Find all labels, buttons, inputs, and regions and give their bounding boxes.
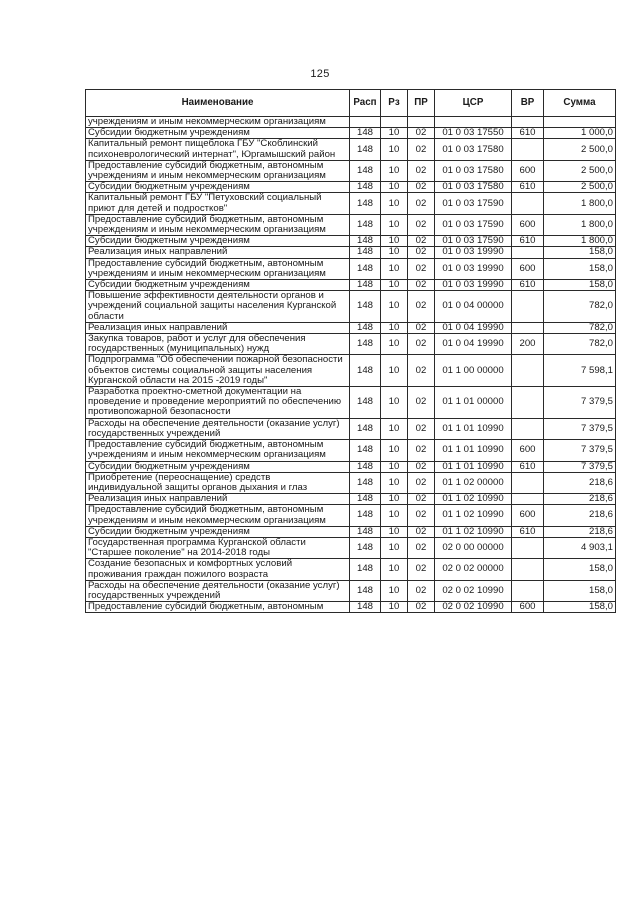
cell-vr: 600 — [512, 440, 544, 461]
cell-name: Приобретение (переоснащение) средств индивидуальной защиты органов дыхания и глаз — [86, 472, 350, 493]
cell-sum: 158,0 — [544, 580, 616, 601]
cell-vr — [512, 139, 544, 160]
cell-name: Создание безопасных и комфортных условий проживания граждан пожилого возраста — [86, 559, 350, 580]
cell-csr: 02 0 02 10990 — [435, 580, 512, 601]
cell-rasp: 148 — [350, 128, 381, 139]
cell-vr: 200 — [512, 334, 544, 355]
cell-rasp: 148 — [350, 291, 381, 323]
cell-pr: 02 — [408, 128, 435, 139]
cell-rz: 10 — [381, 580, 408, 601]
cell-sum: 782,0 — [544, 334, 616, 355]
cell-csr: 01 1 02 10990 — [435, 505, 512, 526]
cell-csr: 01 0 04 19990 — [435, 322, 512, 333]
table-row — [86, 247, 616, 258]
cell-rasp: 148 — [350, 580, 381, 601]
cell-rasp: 148 — [350, 505, 381, 526]
cell-rasp: 148 — [350, 418, 381, 439]
cell-sum: 1 800,0 — [544, 193, 616, 214]
cell-sum: 1 000,0 — [544, 128, 616, 139]
cell-rasp: 148 — [350, 182, 381, 193]
cell-csr: 01 1 02 10990 — [435, 526, 512, 537]
table-row — [86, 418, 616, 439]
cell-rz: 10 — [381, 139, 408, 160]
cell-sum: 782,0 — [544, 291, 616, 323]
cell-name: Субсидии бюджетным учреждениям — [86, 526, 350, 537]
cell-rasp: 148 — [350, 214, 381, 235]
header-csr: ЦСР — [435, 90, 512, 117]
table-row — [86, 139, 616, 160]
cell-pr: 02 — [408, 160, 435, 181]
cell-sum: 782,0 — [544, 322, 616, 333]
cell-rasp: 148 — [350, 461, 381, 472]
table-row — [86, 258, 616, 279]
cell-rz: 10 — [381, 182, 408, 193]
cell-vr — [512, 193, 544, 214]
cell-sum: 158,0 — [544, 559, 616, 580]
page-number: 125 — [310, 68, 330, 80]
cell-pr: 02 — [408, 494, 435, 505]
cell-pr: 02 — [408, 440, 435, 461]
cell-rz: 10 — [381, 387, 408, 419]
table-row — [86, 182, 616, 193]
budget-table — [85, 89, 616, 613]
cell-name: Субсидии бюджетным учреждениям — [86, 461, 350, 472]
cell-name: Предоставление субсидий бюджетным, автономным учреждениям и иным некоммерческим организациям — [86, 258, 350, 279]
cell-vr: 600 — [512, 214, 544, 235]
cell-sum: 7 379,5 — [544, 387, 616, 419]
cell-csr: 01 1 02 10990 — [435, 494, 512, 505]
cell-rz: 10 — [381, 334, 408, 355]
cell-name: Государственная программа Курганской области "Старшее поколение" на 2014-2018 годы — [86, 537, 350, 558]
cell-sum: 158,0 — [544, 602, 616, 613]
cell-rz: 10 — [381, 559, 408, 580]
cell-rasp: 148 — [350, 334, 381, 355]
table-row — [86, 117, 616, 128]
table-row — [86, 505, 616, 526]
cell-csr: 01 1 02 00000 — [435, 472, 512, 493]
cell-pr: 02 — [408, 461, 435, 472]
cell-sum: 218,6 — [544, 472, 616, 493]
cell-csr: 01 0 03 17590 — [435, 236, 512, 247]
cell-sum: 1 800,0 — [544, 214, 616, 235]
cell-rz: 10 — [381, 160, 408, 181]
cell-name: Реализация иных направлений — [86, 494, 350, 505]
cell-pr: 02 — [408, 387, 435, 419]
cell-csr: 01 0 03 17590 — [435, 214, 512, 235]
cell-name: Закупка товаров, работ и услуг для обеспечения государственных (муниципальных) нужд — [86, 334, 350, 355]
cell-rz: 10 — [381, 418, 408, 439]
cell-name: Предоставление субсидий бюджетным, автономным учреждениям и иным некоммерческим организациям — [86, 440, 350, 461]
cell-rasp: 148 — [350, 387, 381, 419]
cell-csr: 01 0 03 17550 — [435, 128, 512, 139]
cell-vr: 610 — [512, 280, 544, 291]
table-body — [86, 117, 616, 613]
cell-rz: 10 — [381, 193, 408, 214]
cell-rasp: 148 — [350, 526, 381, 537]
cell-sum: 218,6 — [544, 526, 616, 537]
table-row — [86, 559, 616, 580]
table-row — [86, 214, 616, 235]
cell-rasp: 148 — [350, 322, 381, 333]
cell-rz: 10 — [381, 537, 408, 558]
cell-sum: 2 500,0 — [544, 139, 616, 160]
cell-rasp: 148 — [350, 472, 381, 493]
cell-pr: 02 — [408, 602, 435, 613]
cell-name: учреждениям и иным некоммерческим организациям — [86, 117, 350, 128]
cell-rz: 10 — [381, 214, 408, 235]
cell-sum: 1 800,0 — [544, 236, 616, 247]
cell-sum: 218,6 — [544, 494, 616, 505]
cell-vr — [512, 418, 544, 439]
cell-name: Расходы на обеспечение деятельности (оказание услуг) государственных учреждений — [86, 418, 350, 439]
cell-pr: 02 — [408, 580, 435, 601]
cell-csr: 01 0 03 19990 — [435, 280, 512, 291]
cell-rz: 10 — [381, 280, 408, 291]
cell-sum: 218,6 — [544, 505, 616, 526]
cell-csr: 01 1 00 00000 — [435, 355, 512, 387]
cell-sum: 158,0 — [544, 280, 616, 291]
cell-vr: 600 — [512, 602, 544, 613]
cell-name: Предоставление субсидий бюджетным, автономным учреждениям и иным некоммерческим организациям — [86, 505, 350, 526]
cell-rasp: 148 — [350, 537, 381, 558]
cell-rz: 10 — [381, 258, 408, 279]
cell-name: Разработка проектно-сметной документации на проведение и проведение мероприятий по обеспечению противопожарной безопасности — [86, 387, 350, 419]
cell-csr: 01 0 03 17580 — [435, 160, 512, 181]
table-header-row — [86, 90, 616, 117]
cell-vr: 610 — [512, 236, 544, 247]
cell-rasp: 148 — [350, 440, 381, 461]
cell-rasp: 148 — [350, 193, 381, 214]
cell-pr: 02 — [408, 418, 435, 439]
cell-sum — [544, 117, 616, 128]
cell-pr: 02 — [408, 537, 435, 558]
cell-name: Капитальный ремонт пищеблока ГБУ "Скоблинский психоневрологический интернат", Юргамышский район — [86, 139, 350, 160]
table-row — [86, 526, 616, 537]
cell-rz: 10 — [381, 461, 408, 472]
cell-rz: 10 — [381, 602, 408, 613]
cell-csr: 01 0 04 00000 — [435, 291, 512, 323]
table-row — [86, 128, 616, 139]
cell-vr — [512, 580, 544, 601]
cell-rz: 10 — [381, 494, 408, 505]
cell-rasp: 148 — [350, 247, 381, 258]
cell-name: Капитальный ремонт ГБУ "Петуховский социальный приют для детей и подростков" — [86, 193, 350, 214]
header-pr: ПР — [408, 90, 435, 117]
cell-sum: 7 379,5 — [544, 461, 616, 472]
cell-pr — [408, 117, 435, 128]
cell-rasp: 148 — [350, 559, 381, 580]
cell-rz: 10 — [381, 236, 408, 247]
cell-vr — [512, 117, 544, 128]
cell-vr — [512, 322, 544, 333]
cell-pr: 02 — [408, 472, 435, 493]
cell-pr: 02 — [408, 280, 435, 291]
table-row — [86, 193, 616, 214]
cell-rasp — [350, 117, 381, 128]
cell-pr: 02 — [408, 355, 435, 387]
cell-name: Реализация иных направлений — [86, 247, 350, 258]
cell-vr — [512, 559, 544, 580]
table-row — [86, 236, 616, 247]
cell-csr — [435, 117, 512, 128]
cell-rz: 10 — [381, 247, 408, 258]
cell-sum: 7 598,1 — [544, 355, 616, 387]
cell-rz: 10 — [381, 505, 408, 526]
cell-sum: 158,0 — [544, 258, 616, 279]
table-row — [86, 494, 616, 505]
cell-csr: 01 1 01 10990 — [435, 440, 512, 461]
cell-csr: 01 1 01 10990 — [435, 418, 512, 439]
cell-pr: 02 — [408, 334, 435, 355]
cell-name: Субсидии бюджетным учреждениям — [86, 280, 350, 291]
cell-rasp: 148 — [350, 139, 381, 160]
cell-sum: 7 379,5 — [544, 418, 616, 439]
cell-rz — [381, 117, 408, 128]
cell-rasp: 148 — [350, 280, 381, 291]
table-row — [86, 461, 616, 472]
cell-rz: 10 — [381, 322, 408, 333]
cell-pr: 02 — [408, 559, 435, 580]
table-row — [86, 291, 616, 323]
cell-csr: 01 0 03 19990 — [435, 247, 512, 258]
cell-vr: 610 — [512, 461, 544, 472]
table-row — [86, 580, 616, 601]
cell-csr: 02 0 02 00000 — [435, 559, 512, 580]
cell-rasp: 148 — [350, 160, 381, 181]
cell-rz: 10 — [381, 526, 408, 537]
cell-pr: 02 — [408, 182, 435, 193]
cell-name: Субсидии бюджетным учреждениям — [86, 236, 350, 247]
cell-rz: 10 — [381, 128, 408, 139]
cell-vr: 600 — [512, 160, 544, 181]
cell-pr: 02 — [408, 505, 435, 526]
cell-csr: 01 1 01 00000 — [435, 387, 512, 419]
table-row — [86, 602, 616, 613]
cell-sum: 4 903,1 — [544, 537, 616, 558]
cell-vr — [512, 247, 544, 258]
cell-vr — [512, 537, 544, 558]
cell-rasp: 148 — [350, 355, 381, 387]
cell-vr — [512, 494, 544, 505]
cell-pr: 02 — [408, 258, 435, 279]
cell-rz: 10 — [381, 440, 408, 461]
cell-pr: 02 — [408, 247, 435, 258]
cell-vr: 610 — [512, 128, 544, 139]
table-row — [86, 440, 616, 461]
cell-rz: 10 — [381, 291, 408, 323]
table-row — [86, 322, 616, 333]
cell-name: Предоставление субсидий бюджетным, автономным — [86, 602, 350, 613]
cell-csr: 01 0 03 17590 — [435, 193, 512, 214]
cell-pr: 02 — [408, 322, 435, 333]
cell-vr — [512, 387, 544, 419]
cell-vr: 600 — [512, 258, 544, 279]
header-rz: Рз — [381, 90, 408, 117]
cell-vr: 610 — [512, 182, 544, 193]
cell-csr: 01 0 03 17580 — [435, 182, 512, 193]
cell-sum: 158,0 — [544, 247, 616, 258]
cell-name: Расходы на обеспечение деятельности (оказание услуг) государственных учреждений — [86, 580, 350, 601]
cell-pr: 02 — [408, 193, 435, 214]
cell-csr: 01 0 04 19990 — [435, 334, 512, 355]
table-row — [86, 280, 616, 291]
cell-csr: 02 0 02 10990 — [435, 602, 512, 613]
table-row — [86, 334, 616, 355]
cell-pr: 02 — [408, 139, 435, 160]
cell-name: Повышение эффективности деятельности органов и учреждений социальной защиты населения Курганской области — [86, 291, 350, 323]
cell-rasp: 148 — [350, 494, 381, 505]
cell-rz: 10 — [381, 355, 408, 387]
cell-vr — [512, 355, 544, 387]
header-sum: Сумма — [544, 90, 616, 117]
header-vr: ВР — [512, 90, 544, 117]
cell-sum: 2 500,0 — [544, 160, 616, 181]
cell-pr: 02 — [408, 526, 435, 537]
cell-rasp: 148 — [350, 602, 381, 613]
cell-vr — [512, 472, 544, 493]
cell-vr — [512, 291, 544, 323]
cell-rasp: 148 — [350, 258, 381, 279]
cell-name: Субсидии бюджетным учреждениям — [86, 128, 350, 139]
table-row — [86, 472, 616, 493]
cell-csr: 02 0 00 00000 — [435, 537, 512, 558]
cell-csr: 01 1 01 10990 — [435, 461, 512, 472]
header-name: Наименование — [86, 90, 350, 117]
header-rasp: Расп — [350, 90, 381, 117]
table-row — [86, 537, 616, 558]
cell-name: Предоставление субсидий бюджетным, автономным учреждениям и иным некоммерческим организациям — [86, 160, 350, 181]
cell-csr: 01 0 03 17580 — [435, 139, 512, 160]
cell-sum: 7 379,5 — [544, 440, 616, 461]
cell-sum: 2 500,0 — [544, 182, 616, 193]
cell-name: Предоставление субсидий бюджетным, автономным учреждениям и иным некоммерческим организациям — [86, 214, 350, 235]
table-row — [86, 387, 616, 419]
cell-vr: 610 — [512, 526, 544, 537]
cell-name: Субсидии бюджетным учреждениям — [86, 182, 350, 193]
cell-vr: 600 — [512, 505, 544, 526]
table-row — [86, 355, 616, 387]
cell-name: Подпрограмма "Об обеспечении пожарной безопасности объектов системы социальной защиты населения Курганской области на 2015 -2019 годы" — [86, 355, 350, 387]
cell-pr: 02 — [408, 236, 435, 247]
table-row — [86, 160, 616, 181]
cell-rasp: 148 — [350, 236, 381, 247]
cell-pr: 02 — [408, 291, 435, 323]
cell-rz: 10 — [381, 472, 408, 493]
cell-name: Реализация иных направлений — [86, 322, 350, 333]
cell-pr: 02 — [408, 214, 435, 235]
cell-csr: 01 0 03 19990 — [435, 258, 512, 279]
